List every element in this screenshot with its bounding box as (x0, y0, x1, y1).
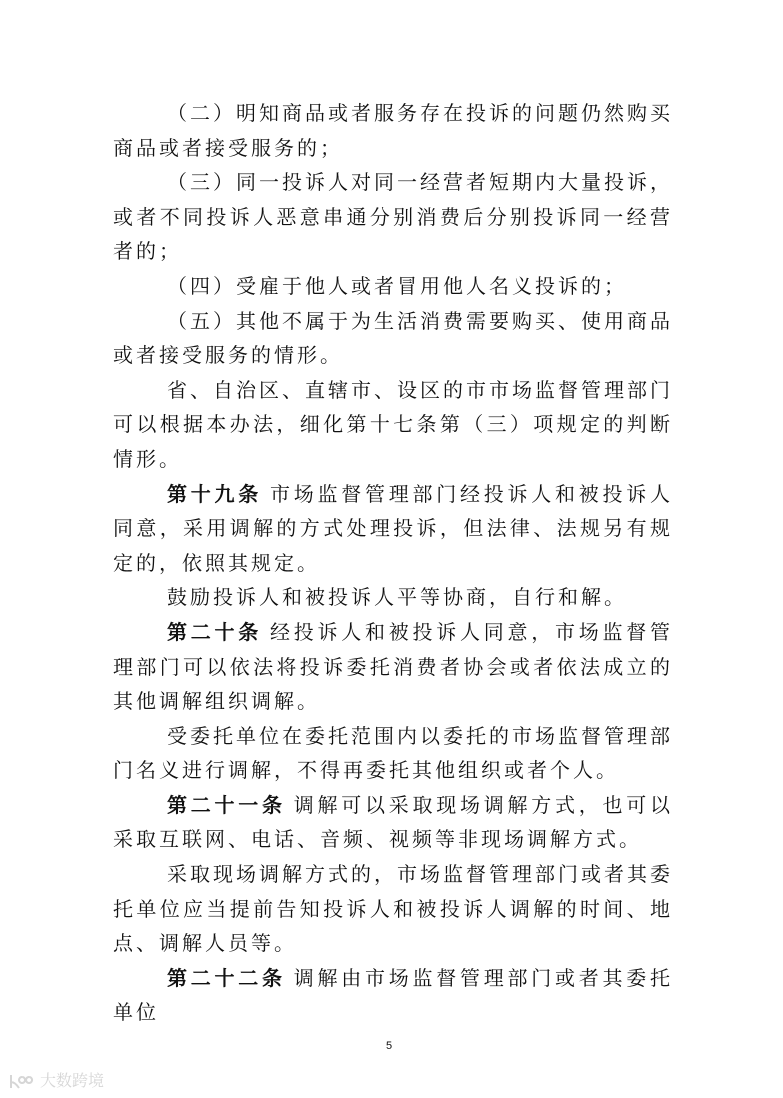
paragraph-text: 市场监督管理部门经投诉人和被投诉人同意，采用调解的方式处理投诉，但法律、法规另有规定的，依照其规定。 (113, 481, 673, 575)
paragraph-text: 调解由市场监督管理部门或者其委托单位 (113, 965, 673, 1025)
paragraph (113, 857, 673, 961)
article-heading: 第十九条 (167, 481, 262, 506)
paragraph-text: （三）同一投诉人对同一经营者短期内大量投诉，或者不同投诉人恶意串通分别消费后分别投诉同一经营者的； (113, 170, 673, 264)
paragraph (113, 165, 673, 269)
paragraph (113, 304, 673, 373)
paragraph-text: 经投诉人和被投诉人同意，市场监督管理部门可以依法将投诉委托消费者协会或者依法成立的其他调解组织调解。 (113, 619, 673, 714)
paragraph-text: 省、自治区、直辖市、设区的市市场监督管理部门可以根据本办法，细化第十七条第（三）项规定的判断情形。 (113, 377, 673, 471)
paragraph (113, 788, 673, 857)
paragraph-text: 鼓励投诉人和被投诉人平等协商，自行和解。 (167, 585, 627, 610)
paragraph (113, 580, 673, 615)
paragraph-text: 受委托单位在委托范围内以委托的市场监督管理部门名义进行调解，不得再委托其他组织或者个人。 (113, 723, 673, 783)
article-heading: 第二十一条 (167, 792, 286, 817)
paragraph (113, 373, 673, 477)
paragraph (113, 269, 673, 304)
watermark (8, 1073, 104, 1091)
document-body (113, 96, 673, 1030)
paragraph-text: （二）明知商品或者服务存在投诉的问题仍然购买商品或者接受服务的； (113, 101, 673, 160)
article-heading: 第二十条 (167, 619, 262, 644)
paragraph (113, 96, 673, 165)
watermark-text: 大数跨境 (40, 1073, 105, 1090)
paragraph (113, 961, 673, 1030)
paragraph-text: 采取现场调解方式的，市场监督管理部门或者其委托单位应当提前告知投诉人和被投诉人调解的时间、地点、调解人员等。 (113, 862, 673, 956)
paragraph (113, 719, 673, 788)
paragraph-text: 调解可以采取现场调解方式，也可以采取互联网、电话、音频、视频等非现场调解方式。 (113, 792, 673, 852)
page-number: 5 (386, 1040, 393, 1052)
paragraph-text: （四）受雇于他人或者冒用他人名义投诉的； (167, 273, 627, 298)
paragraph (113, 477, 673, 581)
paragraph-text: （五）其他不属于为生活消费需要购买、使用商品或者接受服务的情形。 (113, 308, 673, 368)
watermark-logo-icon (8, 1073, 36, 1091)
article-heading: 第二十二条 (167, 965, 286, 990)
paragraph (113, 615, 673, 719)
